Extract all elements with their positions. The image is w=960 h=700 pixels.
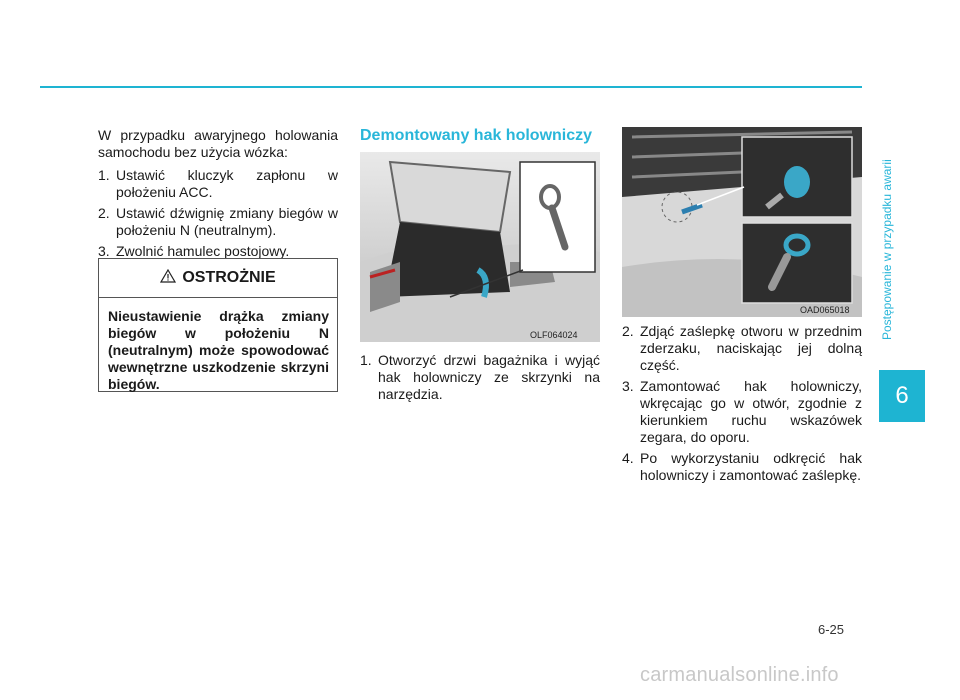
list-item (98, 167, 338, 201)
step-number: 2. (622, 323, 634, 339)
step-number: 2. (98, 205, 110, 221)
column-middle (360, 127, 600, 153)
caution-text: Nieustawienie drążka zmiany biegów w położeniu N (neutralnym) może spowodować wewnętrzne uszkodzenie skrzyni biegów. (108, 308, 329, 392)
column-left (98, 127, 338, 264)
install-hook-steps (622, 323, 862, 484)
bumper-tow-hook-figure (622, 127, 862, 317)
step-number: 4. (622, 450, 634, 466)
figure-code: OLF064024 (530, 330, 578, 340)
watermark: carmanualsonline.info (640, 664, 839, 686)
step-text: Ustawić dźwignię zmiany biegów w położeniu N (neutralnym). (116, 205, 338, 238)
section-heading: Demontowany hak holowniczy (360, 127, 593, 144)
column-right (622, 323, 862, 488)
step-text: Zamontować hak holowniczy, wkręcając go w otwór, zgodnie z kierunkiem ruchu wskazówek zegara, do oporu. (640, 378, 862, 445)
list-item (622, 323, 862, 374)
chapter-tab: 6 (879, 370, 925, 422)
list-item (98, 205, 338, 239)
trunk-tow-hook-figure (360, 152, 600, 342)
list-item (360, 352, 600, 403)
step-number: 3. (98, 243, 110, 259)
caution-box (98, 258, 338, 392)
caution-header (99, 259, 337, 297)
list-item (622, 378, 862, 446)
towing-steps-list (98, 167, 338, 260)
top-rule (40, 86, 862, 88)
step-number: 3. (622, 378, 634, 394)
step-text: Otworzyć drzwi bagażnika i wyjąć hak holowniczy ze skrzynki na narzędzia. (378, 352, 600, 402)
middle-steps (360, 352, 600, 407)
remove-hook-steps (360, 352, 600, 403)
step-text: Zwolnić hamulec postojowy. (116, 243, 290, 259)
step-text: Zdjąć zaślepkę otworu w przednim zderzaku, naciskając jej dolną część. (640, 323, 862, 373)
list-item (622, 450, 862, 484)
intro-paragraph: W przypadku awaryjnego holowania samochodu bez użycia wózka: (98, 127, 338, 160)
step-number: 1. (360, 352, 372, 368)
section-side-title: Postępowanie w przypadku awarii (880, 159, 894, 340)
step-text: Po wykorzystaniu odkręcić hak holowniczy i zamontować zaślepkę. (640, 450, 862, 483)
step-text: Ustawić kluczyk zapłonu w położeniu ACC. (116, 167, 338, 200)
figure-code: OAD065018 (800, 305, 850, 315)
page-number: 6-25 (818, 622, 845, 637)
warning-triangle-icon (160, 269, 176, 288)
caution-title: OSTROŻNIE (182, 269, 276, 286)
step-number: 1. (98, 167, 110, 183)
